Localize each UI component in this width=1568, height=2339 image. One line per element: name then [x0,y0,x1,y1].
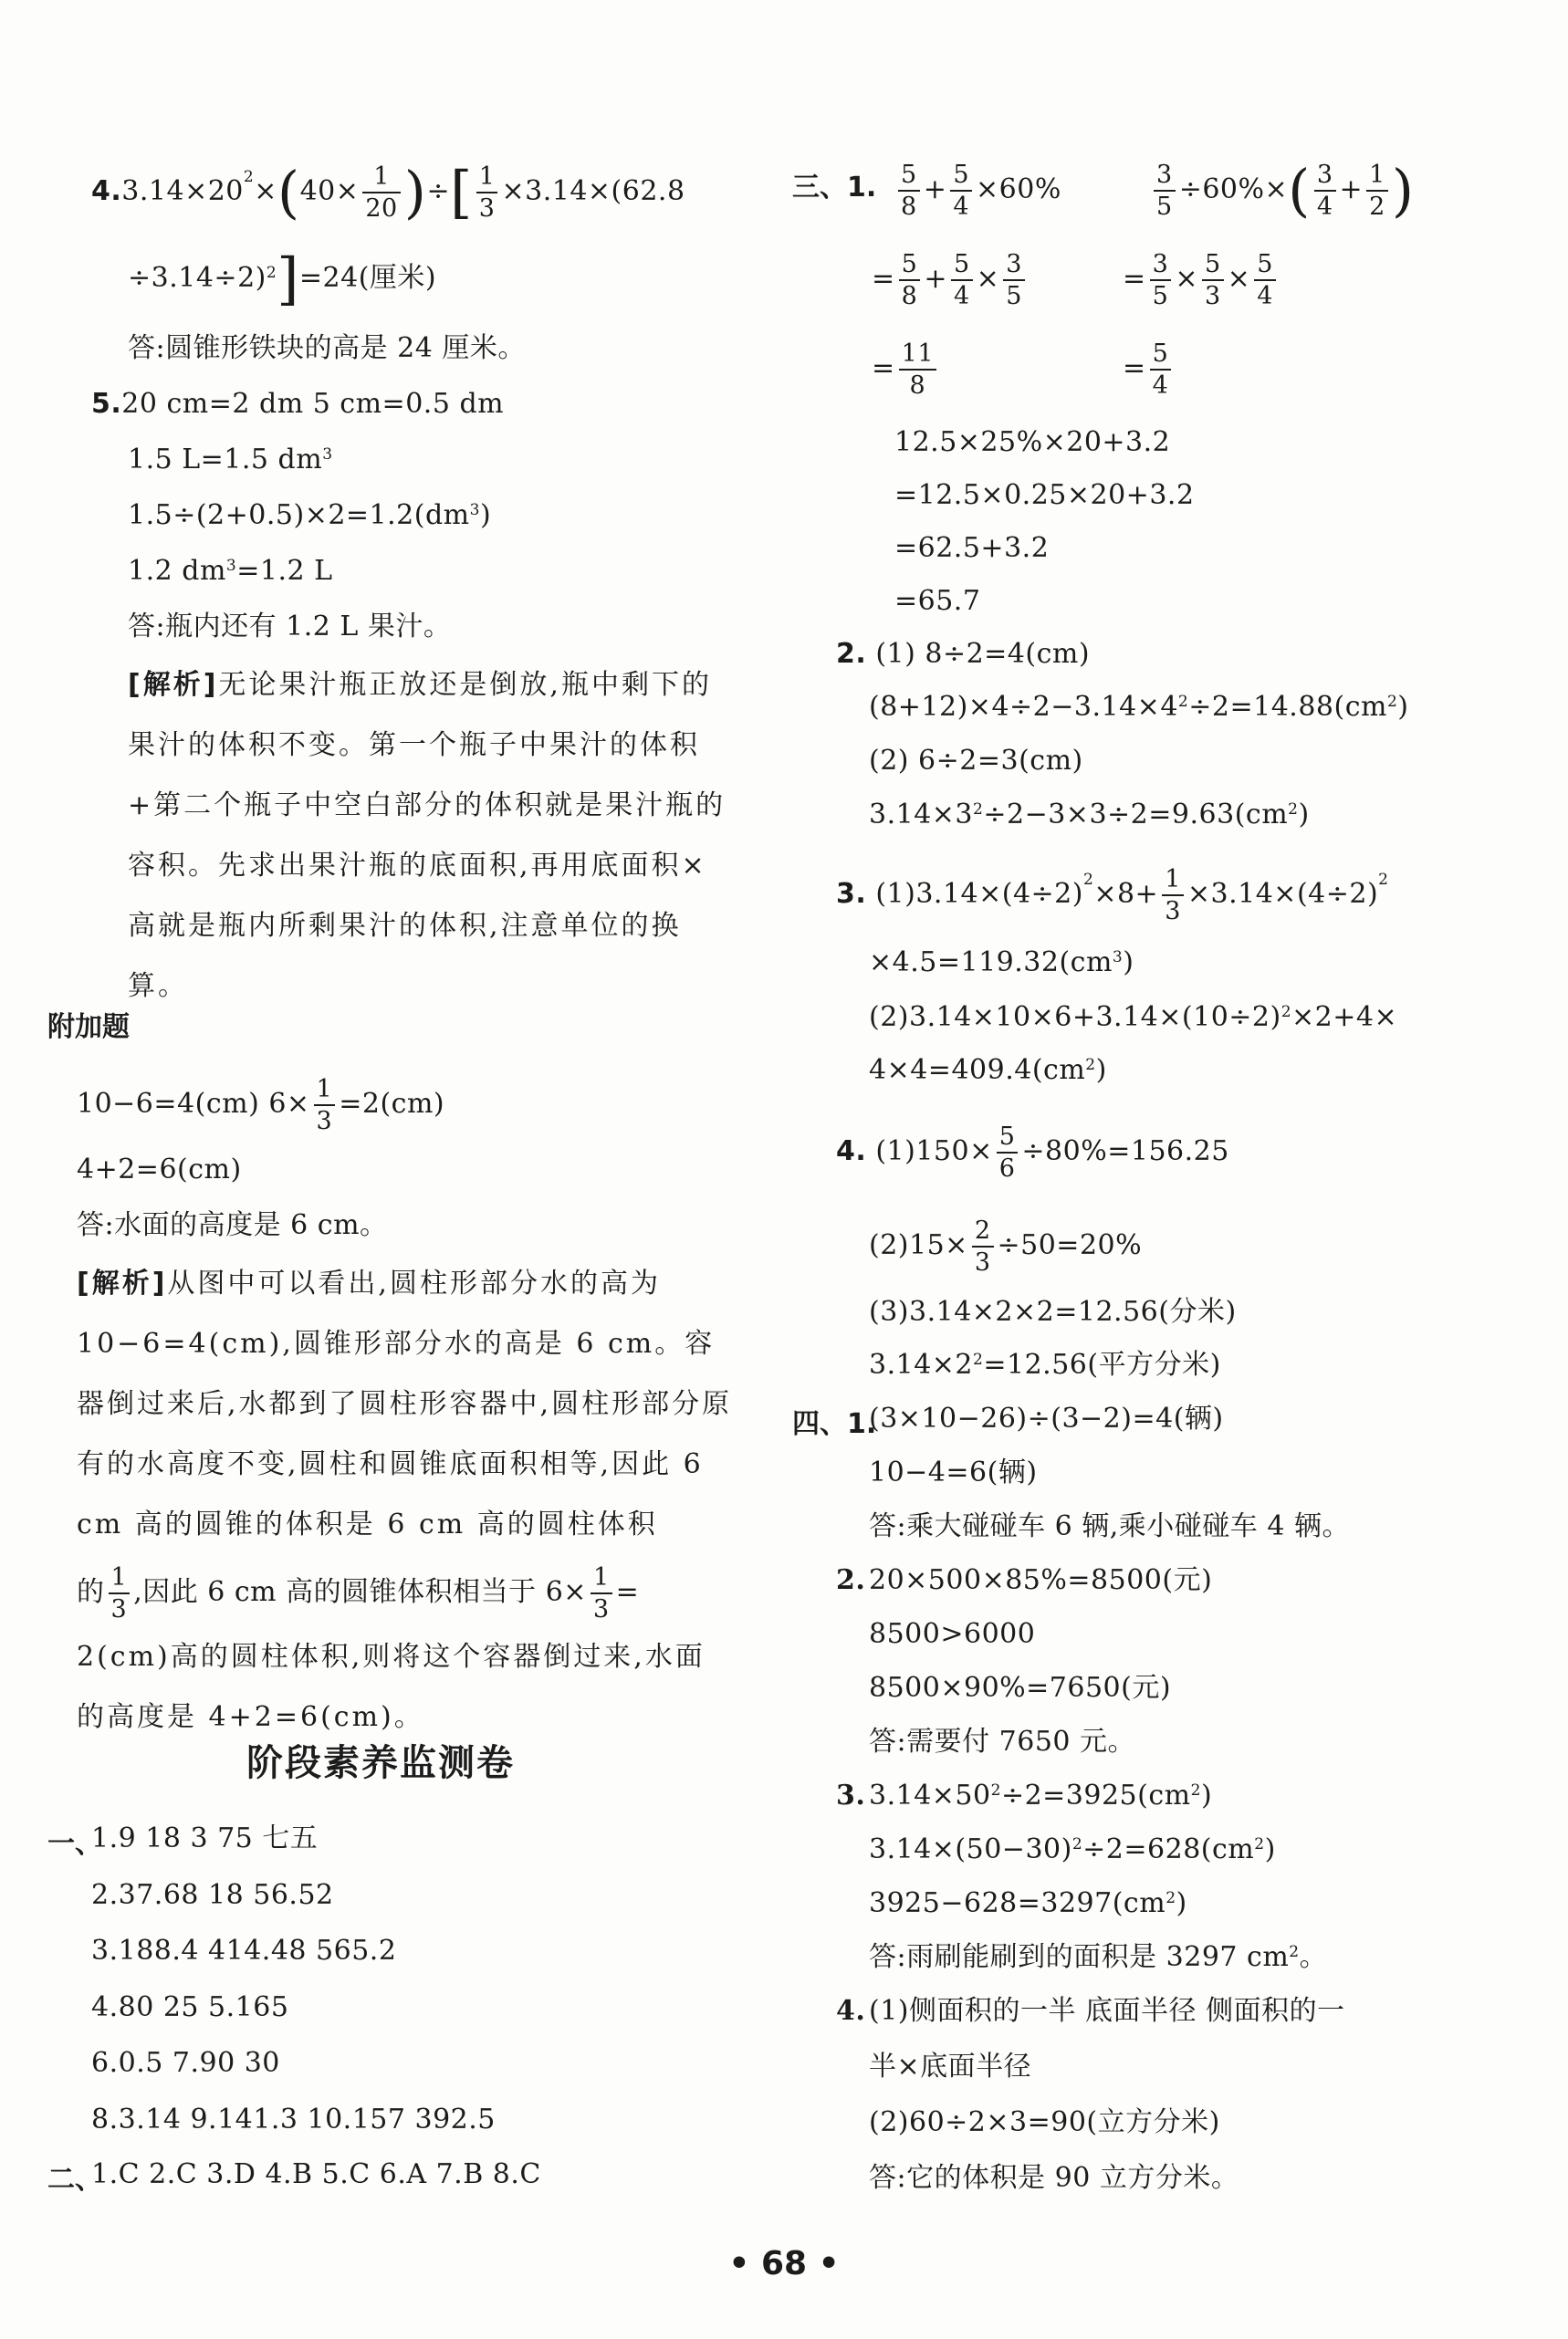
q2-line3: (2) 6÷2=3(cm) [869,745,1083,777]
q4-line3: (3)3.14×2×2=12.56(分米) [869,1296,1237,1328]
fraction: $\frac{1}{3}$ [591,1565,612,1622]
p4-answer: 答:圆锥形铁块的高是 24 厘米。 [128,332,526,364]
answer-line: 6.0.5 7.90 30 [91,2047,280,2079]
q3-line1: 3. $(1)3.14\times(4\div 2)^2\times 8+$ $\frac{1}{3}$ $\times 3.14\times(4\div 2)^2$ [836,865,1389,925]
bonus-line2: 4+2=6(cm) [77,1154,242,1185]
fraction: $\frac{1}{3}$ [476,164,498,221]
answer-line: 8500×90%=7650(元) [869,1672,1172,1704]
calc2-row1: $\frac{3}{5}$ ÷60%×( $\frac{3}{4}$ + $\frac{1}{2}$ ) [1150,162,1415,219]
answer-line: 20×500×85%=8500(元) [869,1564,1213,1596]
answer-line: =65.7 [894,585,981,617]
q4-line1: 4. (1)150× $\frac{5}{6}$ ÷80%=156.25 [836,1123,1229,1183]
stage-test-title: 阶段素养监测卷 [246,1742,515,1784]
q2-line2: $(8+12)\times 4\div 2-3.14\times 4^2\div 2=14.88(cm^2)$ [869,691,1409,723]
bonus-analysis: [解析]从图中可以看出,圆柱形部分水的高为 10−6=4(cm),圆锥形部分水的高是 6 cm。容器倒过来后,水都到了圆柱形容器中,圆柱形部分原有的水高度不变,圆柱和圆锥底面积相等,因此 6 cm 高的圆锥的体积是 6 cm 高的圆柱体积 [77,1268,733,1540]
s4-q3-label: 3. [836,1780,866,1812]
section-4-label: 四、1. [792,1408,877,1440]
analysis-tag: [解析] [77,1268,168,1300]
problem-5-label: 5. [91,388,122,420]
s4-q3-line1: $3.14\times 50^2\div 2=3925(cm^2)$ [869,1780,1213,1812]
s4-q4-line2: 半×底面半径 [869,2051,1032,2083]
bonus-answer: 答:水面的高度是 6 cm。 [77,1209,388,1241]
bonus-line1: 10−6=4(cm) 6× $\frac{1}{3}$ =2(cm) [77,1075,445,1135]
section-2-label: 二、 [47,2164,102,2196]
p5-line4: 1.2 $dm^3=1.2$ L [128,555,333,587]
section-2-answers: 1.C 2.C 3.D 4.B 5.C 6.A 7.B 8.C [91,2158,541,2190]
answer-line: 3.188.4 414.48 565.2 [91,1935,397,1967]
answer-line: 8500>6000 [869,1618,1036,1650]
bonus-title: 附加题 [47,1011,130,1043]
s4-q4-label: 4. [836,1995,866,2027]
p4-line1: $4.3.14\times 20^2\times(40\times$ $\frac{1}{20}$ )÷[ $\frac{1}{3}$ ×3.14×(62.8 [91,159,685,225]
section-3-label: 三、1. [792,172,877,204]
q4-line2: (2)15× $\frac{2}{3}$ ÷50=20% [869,1216,1143,1277]
calc2-row3: = $\frac{5}{4}$ [1123,341,1175,398]
q2-line4: $3.14\times 3^2\div 2-3\times 3\div 2=9.63(cm^2)$ [869,799,1310,830]
answer-line: =12.5×0.25×20+3.2 [894,479,1195,511]
p5-analysis: [解析]无论果汁瓶正放还是倒放,瓶中剩下的果汁的体积不变。第一个瓶子中果汁的体积+第二个瓶子中空白部分的体积就是果汁瓶的容积。先求出果汁瓶的底面积,再用底面积×高就是瓶内所剩果汁的体积,注意单位的换算。 [128,669,727,1002]
problem-4-label: 4. [91,175,122,207]
answer-line: 1.9 18 3 75 七五 [91,1822,319,1854]
analysis-tag: [解析] [128,669,219,701]
p5-answer: 答:瓶内还有 1.2 L 果汁。 [128,611,452,642]
q4-line4: $3.14\times 2^2=12.56$(平方分米) [869,1349,1221,1381]
s4-q3-line2: $3.14\times(50-30)^2\div 2=628(cm^2)$ [869,1833,1276,1865]
fraction: $\frac{1}{3}$ [314,1077,336,1133]
s4-q3-line3: $3925-628=3297(cm^2)$ [869,1887,1187,1919]
s4-q4-answer: 答:它的体积是 90 立方分米。 [869,2162,1239,2194]
answer-line: 8.3.14 9.141.3 10.157 392.5 [91,2103,496,2135]
q3-line2: $\times 4.5=119.32(cm^3)$ [869,946,1134,978]
fraction: $\frac{1}{20}$ [362,164,400,221]
q3-line4: $4\times 4=409.4(cm^2)$ [869,1054,1107,1086]
calc1-row2: = $\frac{5}{8}$ + $\frac{5}{4}$ × $\frac{3}{5}$ [872,252,1029,308]
fraction: $\frac{1}{3}$ [109,1565,131,1622]
bonus-analysis-line3: 2(cm)高的圆柱体积,则将这个容器倒过来,水面的高度是 4+2=6(cm)。 [77,1641,706,1733]
calc1-row1: $\frac{5}{8}$ + $\frac{5}{4}$ ×60% [894,162,1061,219]
p5-line1: 5.20 cm=2 dm 5 cm=0.5 dm [91,388,505,420]
section-1-label: 一、 [47,1828,102,1860]
answer-line: =62.5+3.2 [894,532,1050,564]
q3-line3: $(2)3.14\times 10\times 6+3.14\times(10\div 2)^2\times 2+4\times$ [869,1001,1398,1033]
page-number: • 68 • [728,2245,840,2282]
s4-q1-answer: 答:乘大碰碰车 6 辆,乘小碰碰车 4 辆。 [869,1510,1350,1542]
answer-line: 2.37.68 18 56.52 [91,1878,334,1911]
s4-q1-line1: (3×10−26)÷(3−2)=4(辆) [869,1403,1224,1435]
s4-q4-line1: (1)侧面积的一半 底面半径 侧面积的一 [869,1995,1345,2027]
s4-q2-label: 2. [836,1564,866,1596]
s4-q4-line3: (2)60÷2×3=90(立方分米) [869,2106,1220,2138]
s4-q1-line2: 10−4=6(辆) [869,1457,1038,1488]
calc2-row2: = $\frac{3}{5}$ × $\frac{5}{3}$ × $\frac{5}{4}$ [1123,252,1280,308]
answer-line: 4.80 25 5.165 [91,1990,289,2023]
p5-line3: $1.5\div(2+0.5)\times 2=1.2(dm^3)$ [128,499,492,531]
q2-line1: 2. (1) 8÷2=4(cm) [836,638,1091,670]
calc1-row3: = $\frac{11}{8}$ [872,341,940,398]
p4-line2: ÷3.14÷2)$^2$]=24(厘米) [128,245,437,312]
p5-line2: 1.5 L=1.5 $dm^3$ [128,444,333,475]
answer-line: 12.5×25%×20+3.2 [894,426,1171,458]
s4-q3-answer: 答:雨刷能刷到的面积是 3297 $cm^2$。 [869,1941,1328,1973]
answer-line: 答:需要付 7650 元。 [869,1726,1136,1758]
bonus-analysis-line2: 的 $\frac{1}{3}$ ,因此 6 cm 高的圆锥体积相当于 6× $\frac{1}{3}$ = [77,1563,640,1624]
